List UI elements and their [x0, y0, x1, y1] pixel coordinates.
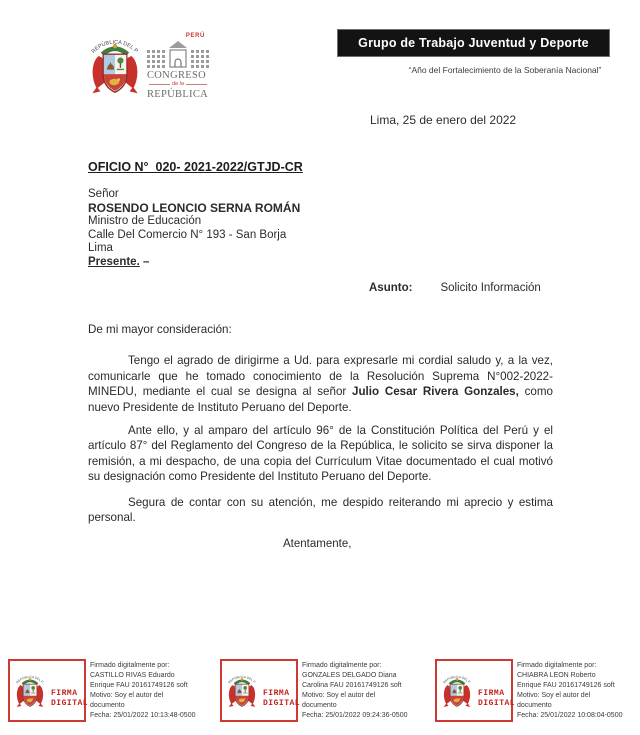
firma-digital-label: FIRMA DIGITAL: [51, 689, 89, 708]
logo-ornament: [149, 82, 207, 88]
addressee-title: Ministro de Educación: [88, 215, 202, 227]
firma-digital-label: FIRMA DIGITAL: [478, 689, 516, 708]
logo-republica-text: REPÚBLICA: [147, 88, 209, 100]
addressee-block: [88, 188, 300, 269]
peru-coat-of-arms-icon: [440, 668, 474, 714]
logo-congreso-text: CONGRESO: [147, 70, 206, 81]
subject-value: Solicito Información: [440, 282, 541, 294]
signature-details-1: Firmado digitalmente por: CASTILLO RIVAS Eduardo Enrique FAU 20161749126 soft Motivo: Soy el autor del documento Fecha: 25/01/2022 10:13:48-0500: [90, 662, 196, 719]
logo-peru-label: PERÚ: [185, 33, 205, 39]
logo-de-la-text: de la: [172, 81, 184, 87]
oficio-number: OFICIO N° 020- 2021-2022/GTJD-CR: [88, 160, 303, 174]
paragraph-3: Segura de contar con su atención, me despido reiterando mi aprecio y estima personal.: [88, 495, 553, 525]
dateline: Lima, 25 de enero del 2022: [370, 113, 517, 127]
peru-coat-of-arms-icon: [86, 27, 144, 105]
subject-line: [369, 282, 541, 294]
digital-signature-stamp-3: [435, 659, 516, 722]
addressee-name: ROSENDO LEONCIO SERNA ROMÁN: [88, 200, 301, 215]
subject-label: Asunto:: [369, 282, 413, 294]
working-group-banner: Grupo de Trabajo Juventud y Deporte: [337, 29, 610, 57]
designee-name: Julio Cesar Rivera Gonzales,: [352, 385, 519, 399]
greeting: De mi mayor consideración:: [88, 323, 232, 336]
addressee-address: Calle Del Comercio N° 193 - San Borja: [88, 228, 287, 241]
congress-building-icon: [147, 40, 209, 68]
letter-body: [88, 322, 553, 525]
closing-line: Atentamente,: [283, 538, 352, 550]
digital-signature-stamp-2: [220, 659, 301, 722]
digital-signature-stamp-1: [8, 659, 89, 722]
signature-details-2: Firmado digitalmente por: GONZALES DELGADO Diana Carolina FAU 20161749126 soft Motivo: Soy el autor del documento Fecha: 25/01/2022 09:24:36-0500: [302, 662, 408, 719]
presente-line: Presente. –: [88, 255, 150, 268]
peru-coat-of-arms-icon: [225, 668, 259, 714]
congress-logo: [147, 33, 209, 100]
addressee-city: Lima: [88, 242, 113, 254]
addressee-salutation: Señor: [88, 188, 119, 200]
signature-details-3: Firmado digitalmente por: CHIABRA LEON Roberto Enrique FAU 20161749126 soft Motivo: Soy el autor del documento Fecha: 25/01/2022 10:08:04-0500: [517, 662, 623, 719]
paragraph-1: Tengo el agrado de dirigirme a Ud. para expresarle mi cordial saludo y, a la vez, comunicarle que he tomado conocimiento de la Resolución Suprema N°002-2022-MINEDU, mediante el cual se designa al señor Julio Cesar Rivera Gonzales, como nuevo Presidente de Instituto Peruano del Deporte.: [88, 354, 553, 414]
paragraph-2: Ante ello, y al amparo del artículo 96° de la Constitución Política del Perú y el artículo 87° del Reglamento del Congreso de la República, le solicito se sirva disponer la remisión, a mi despacho, de una copia del Currículum Vitae documentado el cual motivó su designación como Presidente del Instituto Peruano del Deporte.: [88, 424, 553, 484]
year-motto: “Año del Fortalecimiento de la Soberanía Nacional”: [408, 65, 602, 75]
peru-coat-of-arms-icon: [13, 668, 47, 714]
firma-digital-label: FIRMA DIGITAL: [263, 689, 301, 708]
